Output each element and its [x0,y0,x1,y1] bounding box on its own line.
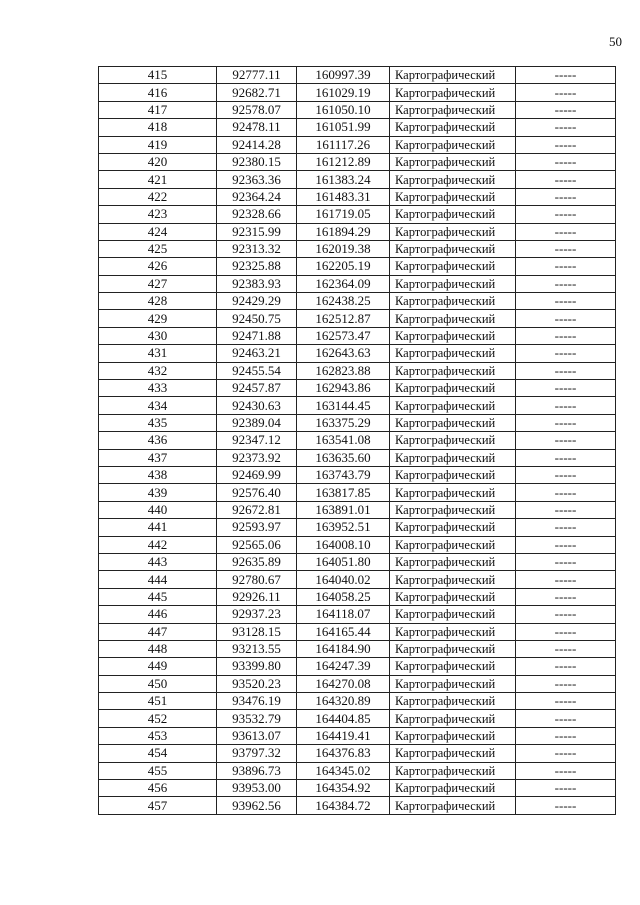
point-number-cell: 415 [99,67,217,84]
y-coordinate-cell: 164419.41 [297,727,390,744]
x-coordinate-cell: 92380.15 [217,153,297,170]
accuracy-cell: ----- [516,345,616,362]
x-coordinate-cell: 93399.80 [217,658,297,675]
table-row [99,675,616,692]
table-row [99,293,616,310]
accuracy-cell: ----- [516,258,616,275]
point-number-cell: 453 [99,727,217,744]
x-coordinate-cell: 92780.67 [217,571,297,588]
point-number-cell: 429 [99,310,217,327]
method-cell: Картографический [390,466,516,483]
x-coordinate-cell: 92455.54 [217,362,297,379]
method-cell: Картографический [390,171,516,188]
table-row [99,310,616,327]
method-cell: Картографический [390,327,516,344]
table-row [99,693,616,710]
accuracy-cell: ----- [516,693,616,710]
x-coordinate-cell: 92315.99 [217,223,297,240]
table-row [99,519,616,536]
table-row [99,797,616,814]
accuracy-cell: ----- [516,536,616,553]
table-row [99,119,616,136]
table-row [99,414,616,431]
accuracy-cell: ----- [516,553,616,570]
point-number-cell: 434 [99,397,217,414]
table-row [99,501,616,518]
table-row [99,745,616,762]
method-cell: Картографический [390,223,516,240]
x-coordinate-cell: 92471.88 [217,327,297,344]
table-row [99,136,616,153]
point-number-cell: 451 [99,693,217,710]
point-number-cell: 436 [99,432,217,449]
accuracy-cell: ----- [516,606,616,623]
accuracy-cell: ----- [516,397,616,414]
accuracy-cell: ----- [516,223,616,240]
accuracy-cell: ----- [516,414,616,431]
method-cell: Картографический [390,362,516,379]
x-coordinate-cell: 92463.21 [217,345,297,362]
table-row [99,623,616,640]
accuracy-cell: ----- [516,466,616,483]
y-coordinate-cell: 164320.89 [297,693,390,710]
x-coordinate-cell: 92457.87 [217,380,297,397]
point-number-cell: 447 [99,623,217,640]
y-coordinate-cell: 162943.86 [297,380,390,397]
method-cell: Картографический [390,710,516,727]
point-number-cell: 430 [99,327,217,344]
y-coordinate-cell: 161117.26 [297,136,390,153]
method-cell: Картографический [390,345,516,362]
method-cell: Картографический [390,658,516,675]
y-coordinate-cell: 163817.85 [297,484,390,501]
table-row [99,780,616,797]
method-cell: Картографический [390,780,516,797]
table-row [99,327,616,344]
table-row [99,206,616,223]
x-coordinate-cell: 92328.66 [217,206,297,223]
y-coordinate-cell: 160997.39 [297,67,390,84]
table-row [99,484,616,501]
accuracy-cell: ----- [516,780,616,797]
table-row [99,588,616,605]
x-coordinate-cell: 92682.71 [217,84,297,101]
point-number-cell: 422 [99,188,217,205]
y-coordinate-cell: 163144.45 [297,397,390,414]
accuracy-cell: ----- [516,275,616,292]
accuracy-cell: ----- [516,675,616,692]
method-cell: Картографический [390,553,516,570]
point-number-cell: 419 [99,136,217,153]
x-coordinate-cell: 92325.88 [217,258,297,275]
y-coordinate-cell: 164404.85 [297,710,390,727]
x-coordinate-cell: 92469.99 [217,466,297,483]
method-cell: Картографический [390,380,516,397]
accuracy-cell: ----- [516,84,616,101]
method-cell: Картографический [390,640,516,657]
x-coordinate-cell: 92593.97 [217,519,297,536]
table-row [99,397,616,414]
table-row [99,153,616,170]
y-coordinate-cell: 162823.88 [297,362,390,379]
table-row [99,571,616,588]
method-cell: Картографический [390,745,516,762]
method-cell: Картографический [390,501,516,518]
x-coordinate-cell: 93520.23 [217,675,297,692]
method-cell: Картографический [390,484,516,501]
table-row [99,553,616,570]
point-number-cell: 416 [99,84,217,101]
accuracy-cell: ----- [516,206,616,223]
table-row [99,380,616,397]
method-cell: Картографический [390,188,516,205]
table-row [99,727,616,744]
accuracy-cell: ----- [516,171,616,188]
point-number-cell: 420 [99,153,217,170]
y-coordinate-cell: 161051.99 [297,119,390,136]
x-coordinate-cell: 93962.56 [217,797,297,814]
point-number-cell: 457 [99,797,217,814]
point-number-cell: 452 [99,710,217,727]
x-coordinate-cell: 93613.07 [217,727,297,744]
accuracy-cell: ----- [516,293,616,310]
point-number-cell: 418 [99,119,217,136]
table-row [99,240,616,257]
accuracy-cell: ----- [516,571,616,588]
point-number-cell: 440 [99,501,217,518]
x-coordinate-cell: 92937.23 [217,606,297,623]
method-cell: Картографический [390,258,516,275]
y-coordinate-cell: 163952.51 [297,519,390,536]
table-row [99,658,616,675]
table-row [99,84,616,101]
x-coordinate-cell: 93213.55 [217,640,297,657]
accuracy-cell: ----- [516,136,616,153]
accuracy-cell: ----- [516,240,616,257]
point-number-cell: 441 [99,519,217,536]
point-number-cell: 438 [99,466,217,483]
y-coordinate-cell: 163541.08 [297,432,390,449]
method-cell: Картографический [390,675,516,692]
method-cell: Картографический [390,414,516,431]
accuracy-cell: ----- [516,745,616,762]
method-cell: Картографический [390,310,516,327]
y-coordinate-cell: 161050.10 [297,101,390,118]
method-cell: Картографический [390,588,516,605]
y-coordinate-cell: 163635.60 [297,449,390,466]
page-number: 50 [609,34,622,49]
coordinates-table-body [99,67,616,815]
method-cell: Картографический [390,206,516,223]
table-row [99,606,616,623]
x-coordinate-cell: 93896.73 [217,762,297,779]
table-row [99,466,616,483]
x-coordinate-cell: 92383.93 [217,275,297,292]
x-coordinate-cell: 92926.11 [217,588,297,605]
y-coordinate-cell: 164058.25 [297,588,390,605]
point-number-cell: 455 [99,762,217,779]
point-number-cell: 426 [99,258,217,275]
accuracy-cell: ----- [516,153,616,170]
table-row [99,762,616,779]
point-number-cell: 424 [99,223,217,240]
method-cell: Картографический [390,519,516,536]
point-number-cell: 433 [99,380,217,397]
point-number-cell: 450 [99,675,217,692]
table-row [99,101,616,118]
table-row [99,275,616,292]
x-coordinate-cell: 92373.92 [217,449,297,466]
method-cell: Картографический [390,797,516,814]
method-cell: Картографический [390,762,516,779]
x-coordinate-cell: 93532.79 [217,710,297,727]
y-coordinate-cell: 161383.24 [297,171,390,188]
x-coordinate-cell: 93797.32 [217,745,297,762]
x-coordinate-cell: 93476.19 [217,693,297,710]
method-cell: Картографический [390,623,516,640]
x-coordinate-cell: 92576.40 [217,484,297,501]
method-cell: Картографический [390,153,516,170]
y-coordinate-cell: 161483.31 [297,188,390,205]
table-row [99,536,616,553]
method-cell: Картографический [390,432,516,449]
point-number-cell: 444 [99,571,217,588]
table-row [99,188,616,205]
point-number-cell: 425 [99,240,217,257]
x-coordinate-cell: 92414.28 [217,136,297,153]
point-number-cell: 442 [99,536,217,553]
y-coordinate-cell: 164247.39 [297,658,390,675]
point-number-cell: 449 [99,658,217,675]
y-coordinate-cell: 164376.83 [297,745,390,762]
x-coordinate-cell: 92777.11 [217,67,297,84]
method-cell: Картографический [390,119,516,136]
y-coordinate-cell: 161719.05 [297,206,390,223]
y-coordinate-cell: 162512.87 [297,310,390,327]
y-coordinate-cell: 164354.92 [297,780,390,797]
point-number-cell: 456 [99,780,217,797]
method-cell: Картографический [390,101,516,118]
method-cell: Картографический [390,240,516,257]
accuracy-cell: ----- [516,67,616,84]
y-coordinate-cell: 164008.10 [297,536,390,553]
accuracy-cell: ----- [516,119,616,136]
x-coordinate-cell: 92565.06 [217,536,297,553]
accuracy-cell: ----- [516,310,616,327]
accuracy-cell: ----- [516,484,616,501]
y-coordinate-cell: 163375.29 [297,414,390,431]
y-coordinate-cell: 163891.01 [297,501,390,518]
accuracy-cell: ----- [516,797,616,814]
x-coordinate-cell: 92313.32 [217,240,297,257]
point-number-cell: 423 [99,206,217,223]
x-coordinate-cell: 92363.36 [217,171,297,188]
y-coordinate-cell: 164040.02 [297,571,390,588]
y-coordinate-cell: 162019.38 [297,240,390,257]
y-coordinate-cell: 162573.47 [297,327,390,344]
accuracy-cell: ----- [516,501,616,518]
x-coordinate-cell: 93128.15 [217,623,297,640]
x-coordinate-cell: 92672.81 [217,501,297,518]
x-coordinate-cell: 93953.00 [217,780,297,797]
point-number-cell: 417 [99,101,217,118]
y-coordinate-cell: 161029.19 [297,84,390,101]
method-cell: Картографический [390,84,516,101]
y-coordinate-cell: 164345.02 [297,762,390,779]
accuracy-cell: ----- [516,188,616,205]
accuracy-cell: ----- [516,519,616,536]
table-row [99,640,616,657]
accuracy-cell: ----- [516,762,616,779]
method-cell: Картографический [390,606,516,623]
y-coordinate-cell: 164270.08 [297,675,390,692]
table-row [99,362,616,379]
x-coordinate-cell: 92389.04 [217,414,297,431]
method-cell: Картографический [390,136,516,153]
x-coordinate-cell: 92429.29 [217,293,297,310]
point-number-cell: 445 [99,588,217,605]
accuracy-cell: ----- [516,362,616,379]
table-row [99,171,616,188]
table-row [99,67,616,84]
accuracy-cell: ----- [516,588,616,605]
point-number-cell: 439 [99,484,217,501]
y-coordinate-cell: 164184.90 [297,640,390,657]
y-coordinate-cell: 162205.19 [297,258,390,275]
y-coordinate-cell: 163743.79 [297,466,390,483]
x-coordinate-cell: 92635.89 [217,553,297,570]
x-coordinate-cell: 92450.75 [217,310,297,327]
y-coordinate-cell: 164118.07 [297,606,390,623]
accuracy-cell: ----- [516,658,616,675]
method-cell: Картографический [390,67,516,84]
table-row [99,432,616,449]
method-cell: Картографический [390,449,516,466]
point-number-cell: 432 [99,362,217,379]
x-coordinate-cell: 92430.63 [217,397,297,414]
x-coordinate-cell: 92364.24 [217,188,297,205]
table-row [99,223,616,240]
x-coordinate-cell: 92578.07 [217,101,297,118]
x-coordinate-cell: 92347.12 [217,432,297,449]
y-coordinate-cell: 164384.72 [297,797,390,814]
accuracy-cell: ----- [516,432,616,449]
table-row [99,449,616,466]
accuracy-cell: ----- [516,327,616,344]
point-number-cell: 428 [99,293,217,310]
table-row [99,710,616,727]
y-coordinate-cell: 162364.09 [297,275,390,292]
y-coordinate-cell: 164051.80 [297,553,390,570]
x-coordinate-cell: 92478.11 [217,119,297,136]
method-cell: Картографический [390,293,516,310]
y-coordinate-cell: 162438.25 [297,293,390,310]
point-number-cell: 443 [99,553,217,570]
point-number-cell: 427 [99,275,217,292]
accuracy-cell: ----- [516,710,616,727]
y-coordinate-cell: 161212.89 [297,153,390,170]
method-cell: Картографический [390,571,516,588]
method-cell: Картографический [390,397,516,414]
y-coordinate-cell: 161894.29 [297,223,390,240]
accuracy-cell: ----- [516,101,616,118]
accuracy-cell: ----- [516,640,616,657]
point-number-cell: 437 [99,449,217,466]
method-cell: Картографический [390,693,516,710]
method-cell: Картографический [390,275,516,292]
table-row [99,345,616,362]
coordinates-table [98,66,616,815]
method-cell: Картографический [390,536,516,553]
table-row [99,258,616,275]
point-number-cell: 454 [99,745,217,762]
method-cell: Картографический [390,727,516,744]
point-number-cell: 446 [99,606,217,623]
accuracy-cell: ----- [516,449,616,466]
y-coordinate-cell: 164165.44 [297,623,390,640]
point-number-cell: 448 [99,640,217,657]
accuracy-cell: ----- [516,623,616,640]
point-number-cell: 435 [99,414,217,431]
point-number-cell: 431 [99,345,217,362]
y-coordinate-cell: 162643.63 [297,345,390,362]
point-number-cell: 421 [99,171,217,188]
accuracy-cell: ----- [516,380,616,397]
accuracy-cell: ----- [516,727,616,744]
